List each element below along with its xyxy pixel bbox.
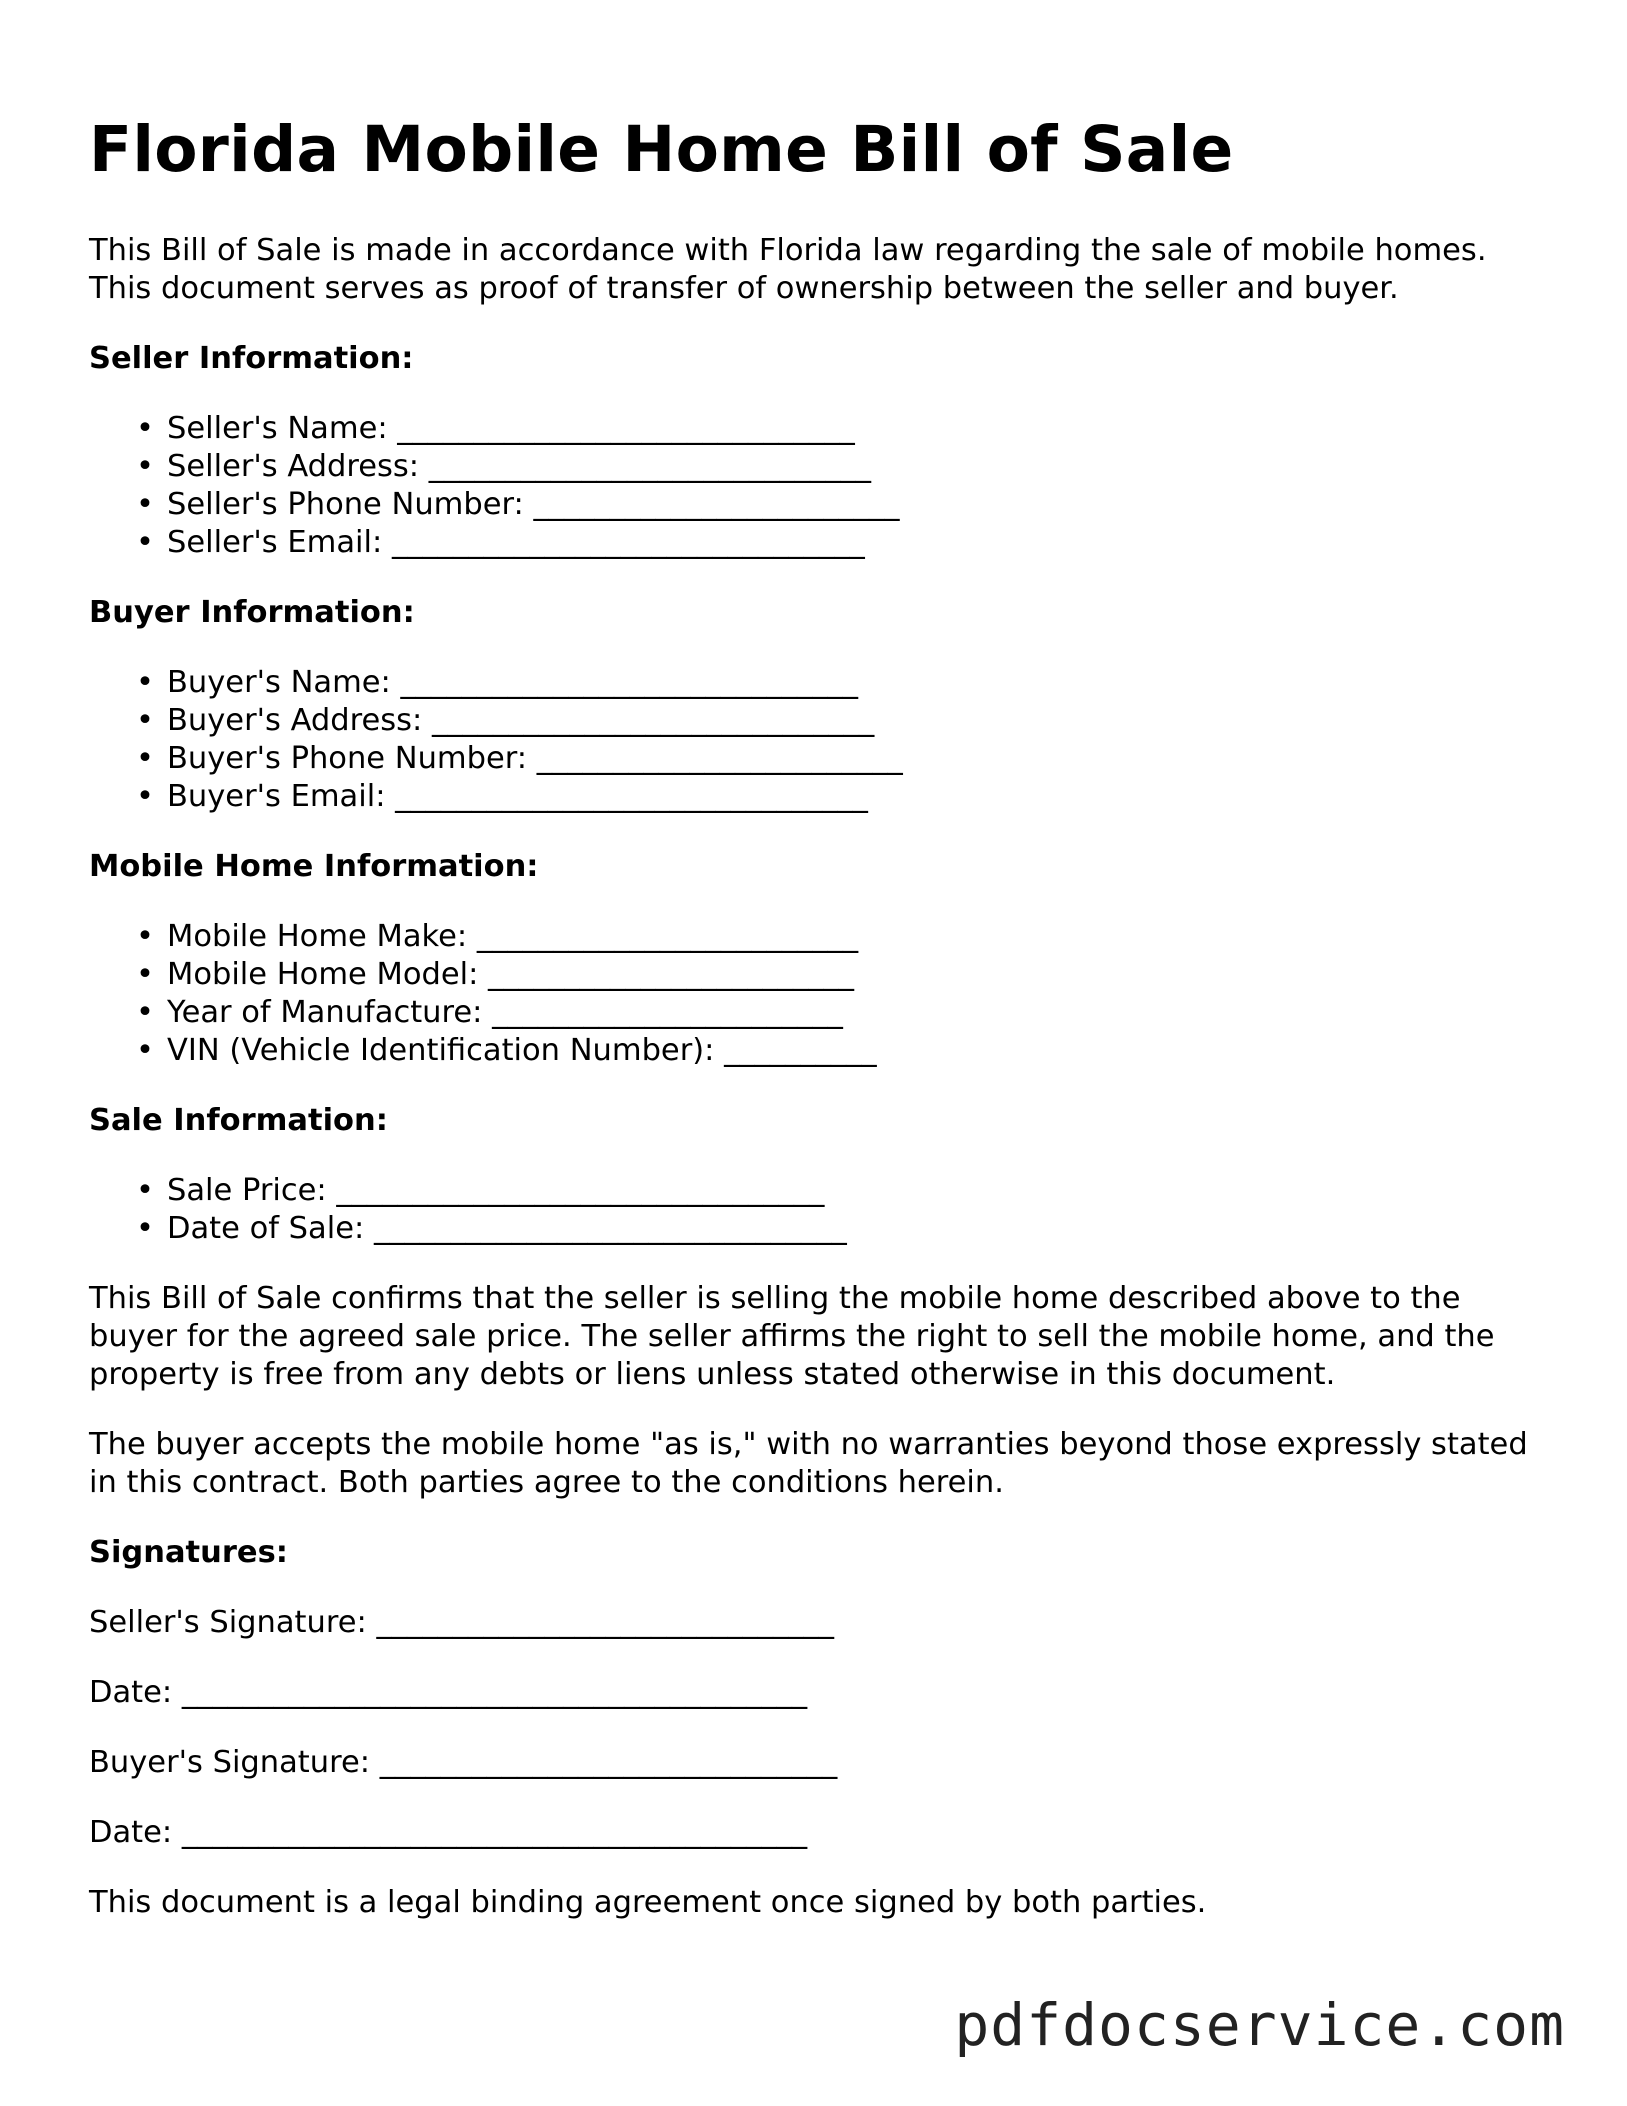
sale-list bbox=[89, 1172, 1549, 1248]
bullet-icon: • bbox=[136, 665, 154, 700]
list-item-text: Buyer's Email: _______________________________ bbox=[167, 779, 868, 814]
list-item-text: Mobile Home Make: _________________________ bbox=[167, 919, 859, 954]
buyer-heading: Buyer Information: bbox=[89, 595, 415, 630]
bullet-icon: • bbox=[136, 919, 154, 954]
list-item-text: Date of Sale: _______________________________ bbox=[167, 1211, 847, 1246]
seller-list bbox=[89, 410, 1549, 562]
list-item-text: Seller's Name: ______________________________ bbox=[167, 411, 855, 446]
seller-phone-field[interactable] bbox=[136, 486, 1549, 524]
bullet-icon: • bbox=[136, 1211, 154, 1246]
list-item-text: Buyer's Address: _____________________________ bbox=[167, 703, 875, 738]
bullet-icon: • bbox=[136, 957, 154, 992]
list-item-text: Seller's Email: _______________________________ bbox=[167, 525, 865, 560]
bullet-icon: • bbox=[136, 487, 154, 522]
list-item-text: Mobile Home Model: ________________________ bbox=[167, 957, 855, 992]
sale-price-field[interactable] bbox=[136, 1172, 1549, 1210]
intro-paragraph: This Bill of Sale is made in accordance with Florida law regarding the sale of mobile homes. This document serves as proof of transfer of ownership between the seller and buyer. bbox=[89, 233, 1487, 306]
buyer-date-field[interactable]: Date: _________________________________________ bbox=[89, 1815, 808, 1850]
list-item-text: Year of Manufacture: _______________________ bbox=[167, 995, 843, 1030]
bullet-icon: • bbox=[136, 779, 154, 814]
bullet-icon: • bbox=[136, 525, 154, 560]
list-item-text: Seller's Phone Number: ________________________ bbox=[167, 487, 900, 522]
seller-heading: Seller Information: bbox=[89, 341, 414, 376]
bullet-icon: • bbox=[136, 995, 154, 1030]
document-title: Florida Mobile Home Bill of Sale bbox=[89, 113, 1234, 186]
date-of-sale-field[interactable] bbox=[136, 1210, 1549, 1248]
mobile-home-heading: Mobile Home Information: bbox=[89, 849, 539, 884]
vin-field[interactable] bbox=[136, 1032, 1549, 1070]
mobile-home-model-field[interactable] bbox=[136, 956, 1549, 994]
bullet-icon: • bbox=[136, 411, 154, 446]
sale-heading: Sale Information: bbox=[89, 1103, 388, 1138]
list-item-text: Sale Price: ________________________________ bbox=[167, 1173, 825, 1208]
bullet-icon: • bbox=[136, 1033, 154, 1068]
seller-address-field[interactable] bbox=[136, 448, 1549, 486]
seller-name-field[interactable] bbox=[136, 410, 1549, 448]
bullet-icon: • bbox=[136, 449, 154, 484]
buyer-list bbox=[89, 664, 1549, 816]
confirmation-paragraph: This Bill of Sale confirms that the seller is selling the mobile home described above to the buyer for the agreed sale price. The seller affirms the right to sell the mobile home, and the property is free from any debts or liens unless stated otherwise in this document. bbox=[89, 1281, 1495, 1392]
list-item-text: Seller's Address: _____________________________ bbox=[167, 449, 872, 484]
seller-signature-field[interactable]: Seller's Signature: ______________________________ bbox=[89, 1605, 834, 1640]
bullet-icon: • bbox=[136, 703, 154, 738]
seller-date-field[interactable]: Date: _________________________________________ bbox=[89, 1675, 808, 1710]
seller-email-field[interactable] bbox=[136, 524, 1549, 562]
closing-statement: This document is a legal binding agreement once signed by both parties. bbox=[89, 1885, 1207, 1920]
buyer-email-field[interactable] bbox=[136, 778, 1549, 816]
bullet-icon: • bbox=[136, 741, 154, 776]
buyer-name-field[interactable] bbox=[136, 664, 1549, 702]
buyer-signature-field[interactable]: Buyer's Signature: ______________________________ bbox=[89, 1745, 838, 1780]
watermark: pdfdocservice.com bbox=[954, 1991, 1565, 2059]
buyer-phone-field[interactable] bbox=[136, 740, 1549, 778]
signatures-heading: Signatures: bbox=[89, 1535, 288, 1570]
buyer-address-field[interactable] bbox=[136, 702, 1549, 740]
list-item-text: Buyer's Phone Number: ________________________ bbox=[167, 741, 903, 776]
document-page bbox=[89, 112, 1549, 1922]
mobile-home-make-field[interactable] bbox=[136, 918, 1549, 956]
mobile-home-list bbox=[89, 918, 1549, 1070]
list-item-text: Buyer's Name: ______________________________ bbox=[167, 665, 859, 700]
year-of-manufacture-field[interactable] bbox=[136, 994, 1549, 1032]
as-is-paragraph: The buyer accepts the mobile home "as is," with no warranties beyond those expressly stated in this contract. Both parties agree to the conditions herein. bbox=[89, 1427, 1528, 1500]
list-item-text: VIN (Vehicle Identification Number): __________ bbox=[167, 1033, 877, 1068]
bullet-icon: • bbox=[136, 1173, 154, 1208]
